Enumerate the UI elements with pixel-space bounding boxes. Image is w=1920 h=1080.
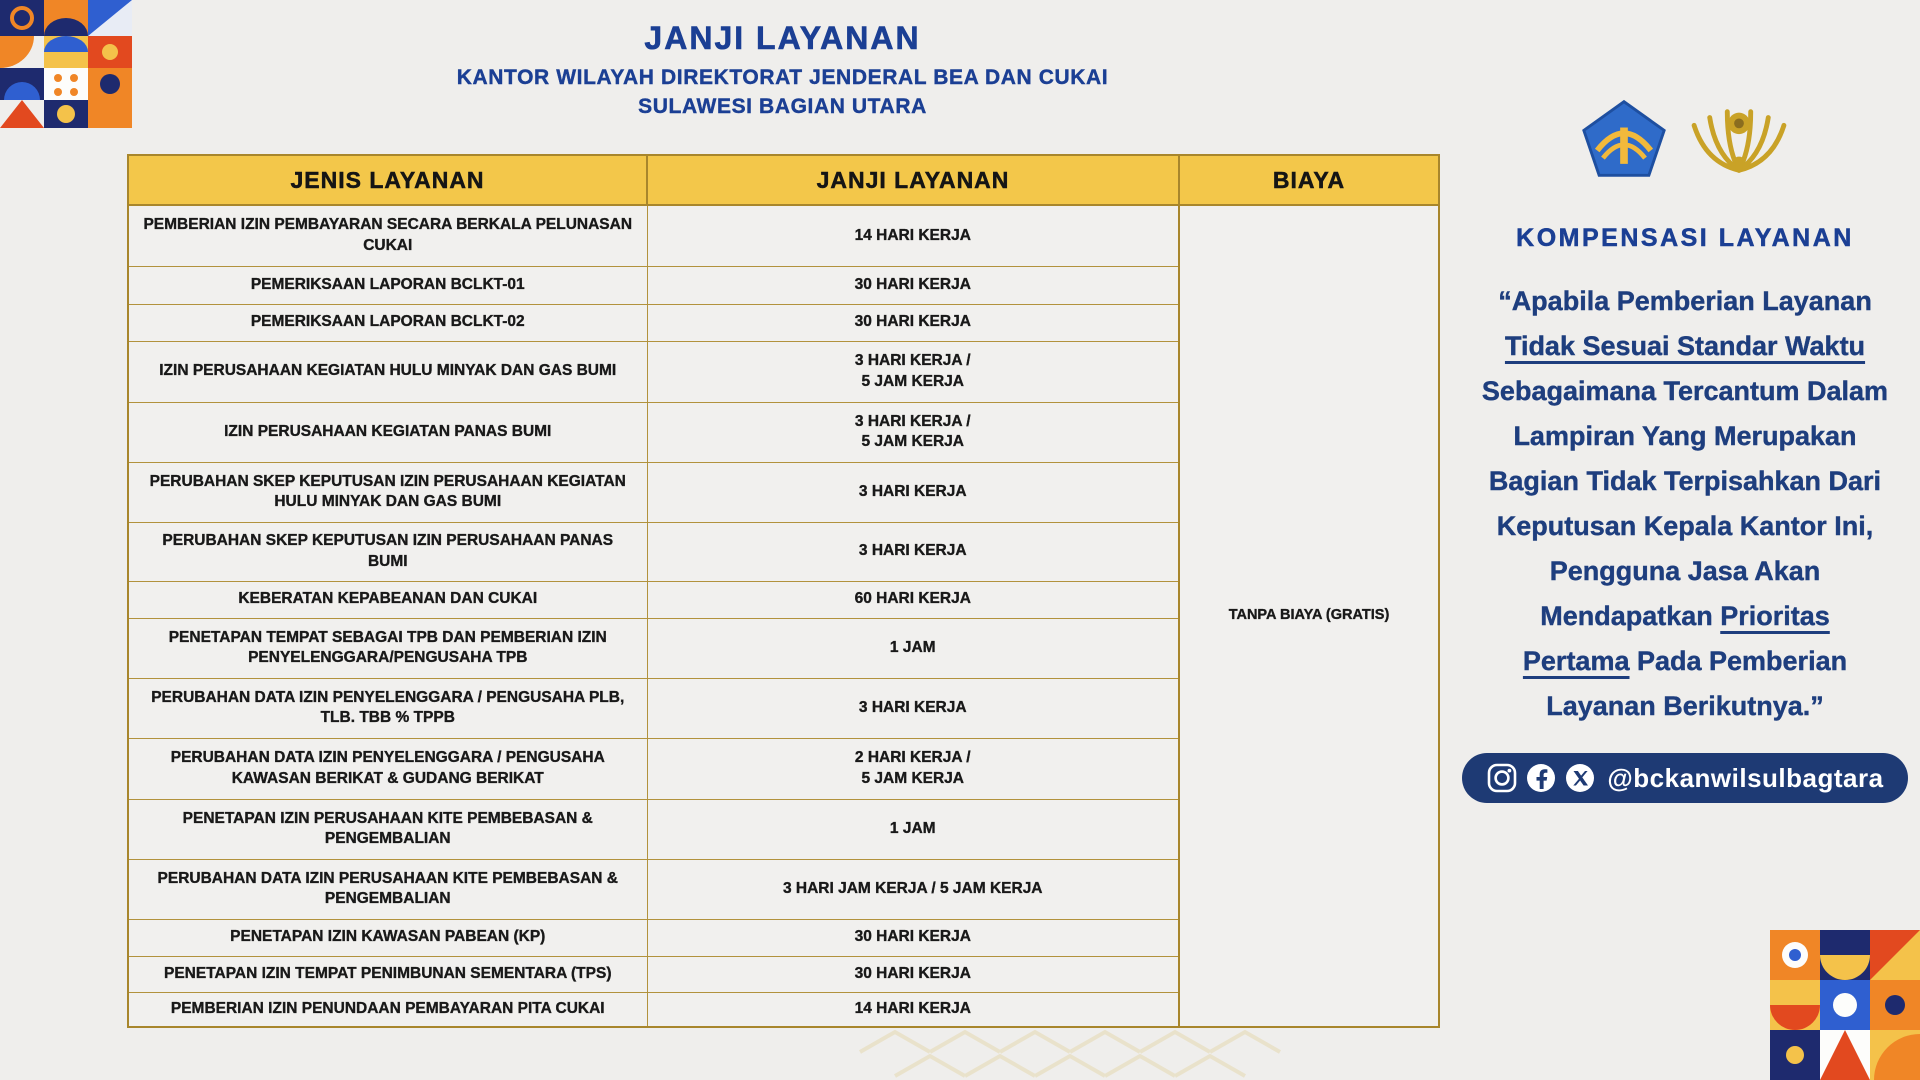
janji-layanan-cell [647,205,1179,266]
janji-layanan-line: 3 HARI JAM KERJA / 5 JAM KERJA [782,879,1043,897]
janji-layanan-line: 5 JAM KERJA [861,433,964,450]
kompensasi-panel [1448,0,1920,803]
jenis-layanan-cell: IZIN PERUSAHAAN KEGIATAN HULU MINYAK DAN GAS BUMI [128,341,647,402]
jenis-layanan-cell: PEMERIKSAAN LAPORAN BCLKT-01 [128,266,647,304]
table-row [128,205,1439,266]
janji-layanan-line: 14 HARI KERJA [854,226,971,244]
janji-layanan-line: 5 JAM KERJA [861,372,964,390]
col-header-jenis-layanan: JENIS LAYANAN [128,155,647,205]
jenis-layanan-cell: PEMBERIAN IZIN PENUNDAAN PEMBAYARAN PITA CUKAI [128,992,647,1027]
page-subtitle-line1: KANTOR WILAYAH DIREKTORAT JENDERAL BEA DAN CUKAI [456,66,1109,89]
janji-layanan-cell [647,992,1179,1027]
table-header-row [128,155,1439,205]
biaya-merged-cell: TANPA BIAYA (GRATIS) [1179,205,1439,1027]
quote-line: Tidak Sesuai Standar Waktu [1504,331,1866,361]
janji-layanan-line: 3 HARI KERJA / [854,352,971,370]
janji-layanan-cell [647,522,1179,581]
kemenkeu-logo [1580,98,1668,180]
janji-layanan-line: 30 HARI KERJA [854,964,971,982]
jenis-layanan-cell: PEMBERIAN IZIN PEMBAYARAN SECARA BERKALA PELUNASAN CUKAI [128,205,647,266]
kompensasi-heading: KOMPENSASI LAYANAN [1516,224,1854,252]
jenis-layanan-cell: PENETAPAN TEMPAT SEBAGAI TPB DAN PEMBERIAN IZIN PENYELENGGARA/PENGUSAHA TPB [128,618,647,678]
col-header-biaya: BIAYA [1179,155,1439,205]
janji-layanan-cell [647,402,1179,462]
page-header [127,20,1438,119]
quote-line: Keputusan Kepala Kantor Ini, [1496,511,1874,541]
janji-layanan-line: 3 HARI KERJA [858,482,967,500]
instagram-icon [1486,762,1518,794]
quote-line: Pertama Pada Pemberian [1522,646,1848,676]
janji-layanan-line: 1 JAM [889,638,936,656]
janji-layanan-cell [647,956,1179,992]
decorative-pattern-top-left [0,0,132,128]
janji-layanan-line: 14 HARI KERJA [854,1000,971,1018]
social-icons [1486,762,1596,794]
janji-layanan-cell [647,919,1179,956]
quote-line: Pengguna Jasa Akan [1549,556,1821,586]
jenis-layanan-cell: PEMERIKSAAN LAPORAN BCLKT-02 [128,304,647,341]
janji-layanan-cell [647,799,1179,859]
logos-row [1448,98,1920,180]
social-media-pill[interactable] [1462,753,1907,803]
jenis-layanan-cell: PERUBAHAN SKEP KEPUTUSAN IZIN PERUSAHAAN PANAS BUMI [128,522,647,581]
facebook-icon [1525,762,1557,794]
kompensasi-quote [1448,279,1920,729]
janji-layanan-cell [647,462,1179,522]
service-table-body [128,205,1439,1027]
jenis-layanan-cell: PENETAPAN IZIN TEMPAT PENIMBUNAN SEMENTARA (TPS) [128,956,647,992]
quote-line: Layanan Berikutnya.” [1546,691,1824,721]
social-handle: @bckanwilsulbagtara [1607,762,1884,793]
jenis-layanan-cell: PERUBAHAN DATA IZIN PENYELENGGARA / PENGUSAHA KAWASAN BERIKAT & GUDANG BERIKAT [128,738,647,799]
jenis-layanan-cell: KEBERATAN KEPABEANAN DAN CUKAI [128,581,647,618]
janji-layanan-cell [647,618,1179,678]
janji-layanan-cell [647,678,1179,738]
quote-line: Bagian Tidak Terpisahkan Dari [1488,466,1882,496]
janji-layanan-line: 3 HARI KERJA [858,542,967,560]
chevron-watermark [840,1028,1320,1080]
jenis-layanan-cell: PENETAPAN IZIN KAWASAN PABEAN (KP) [128,919,647,956]
page-title: JANJI LAYANAN [644,20,921,56]
decorative-pattern-bottom-right [1770,930,1920,1080]
janji-layanan-line: 3 HARI KERJA / [854,412,971,430]
janji-layanan-line: 30 HARI KERJA [854,928,971,946]
janji-layanan-line: 30 HARI KERJA [854,275,971,293]
janji-layanan-line: 60 HARI KERJA [854,590,971,608]
jenis-layanan-cell: PERUBAHAN SKEP KEPUTUSAN IZIN PERUSAHAAN KEGIATAN HULU MINYAK DAN GAS BUMI [128,462,647,522]
janji-layanan-line: 1 JAM [889,819,936,837]
col-header-janji-layanan: JANJI LAYANAN [647,155,1179,205]
janji-layanan-cell [647,738,1179,799]
janji-layanan-cell [647,304,1179,341]
service-table [127,154,1440,1028]
janji-layanan-cell [647,581,1179,618]
quote-line: Mendapatkan Prioritas [1540,601,1830,631]
x-icon [1564,762,1596,794]
service-table-grid [127,154,1440,1028]
janji-layanan-line: 5 JAM KERJA [861,769,964,787]
janji-layanan-cell [647,341,1179,402]
bea-cukai-logo [1688,98,1790,180]
jenis-layanan-cell: IZIN PERUSAHAAN KEGIATAN PANAS BUMI [128,402,647,462]
quote-line: “Apabila Pemberian Layanan [1498,286,1872,316]
janji-layanan-line: 30 HARI KERJA [854,313,971,331]
quote-line: Lampiran Yang Merupakan [1513,421,1857,451]
jenis-layanan-cell: PERUBAHAN DATA IZIN PERUSAHAAN KITE PEMBEBASAN & PENGEMBALIAN [128,859,647,919]
janji-layanan-cell [647,859,1179,919]
janji-layanan-line: 2 HARI KERJA / [854,749,971,767]
jenis-layanan-cell: PENETAPAN IZIN PERUSAHAAN KITE PEMBEBASAN & PENGEMBALIAN [128,799,647,859]
jenis-layanan-cell: PERUBAHAN DATA IZIN PENYELENGGARA / PENGUSAHA PLB, TLB. TBB % TPPB [128,678,647,738]
janji-layanan-cell [647,266,1179,304]
quote-line: Sebagaimana Tercantum Dalam [1481,376,1889,406]
page-subtitle-line2: SULAWESI BAGIAN UTARA [638,95,927,118]
janji-layanan-line: 3 HARI KERJA [858,698,967,716]
